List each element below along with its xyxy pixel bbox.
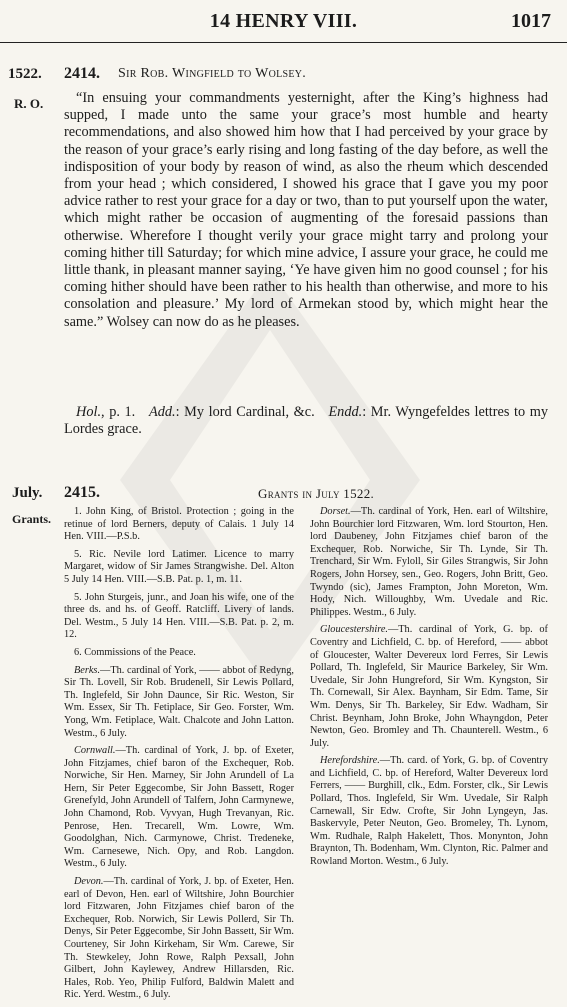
header-rule [0,42,567,43]
county-commission [64,745,294,871]
grant-item: 6. Commissions of the Peace. [74,646,196,658]
county-commission [310,755,548,868]
grants-left-column [64,506,294,1007]
county-commission [310,506,548,619]
running-head-title: 14 HENRY VIII. [209,10,358,32]
entry-title: Grants in July 1522. [258,486,375,501]
county-text: —Th. cardinal of York, —— abbot of Redyng, Sir Th. Lovell, Sir Rob. Brudenell, Sir Lewis Pollard, Th. Inglefeld, Sir John Daunce, Sir Ric. Weston, Sir Wm. Essex, Sir Th. Fetiplace, Sir Geo. Forster, Wm. Yong, Wm. Fetiplace, Walt. Chalcote and John Latton. Westm., 6 July. [64,664,294,739]
margin-source: R. O. [14,96,44,111]
county-commission [310,624,548,750]
county-commission [64,876,294,1002]
page-number: 1017 [511,10,551,32]
county-commission [64,665,294,741]
county-name: Herefordshire. [320,755,380,767]
county-text: —Th. cardinal of York, J. bp. of Exeter, Hen. earl of Devon, Hen. earl of Wiltshire, John Bourchier lord Fitzwaren, John Fitzjames chief baron of the Exchequer, Rob. Norwich, Sir Lewis Pollerd, Sir Th. Denys, Sir Peter Eggecombe, Sir John Bassett, Sir Wm. Courteney, Sir John Kirkeham, Sir Wm. Carewe, Sir Th. Stewkeley, John Rowe, Ralph Pexsall, John Gilbert, John Kaylewey, Andrew Hillarsden, Ric. Hales, Rob. Yeo, Philip Fulford, Baldwin Malett and Ric. Yerd. Westm., 6 July. [64,876,294,1001]
county-text: —Th. card. of York, G. bp. of Coventry and Lichfield, C. bp. of Hereford, Walter Devereux lord Ferrers, —— Burghill, clk., Edm. Forster, clk., Sir Lewis Pollard, Thos. Inglefeld, Sir Wm. Uvedale, Sir Ralph Carnewall, Sir Edw. Crofte, Sir John Lyngeyn, Jas. Baskervyle, Peter Neuton, Geo. Bromeley, Th. Lynom, Wm. Rudhale, Ralph Hakelett, Thos. Monynton, John Braynton, Th. Bodenham, Wm. Clynton, Ric. Palmer and Rowland Morton. Westm., 6 July. [310,755,548,868]
entry-title: Sir Rob. Wingfield to Wolsey. [118,66,307,81]
grant-item: 1. John King, of Bristol. Protection ; going in the retinue of lord Berners, deputy of Calais. 1 July 14 Hen. VIII.—P.S.b. [64,506,294,543]
endd-label: Endd. [328,404,363,420]
county-text: —Th. cardinal of York, J. bp. of Exeter, John Fitzjames, chief baron of the Exchequer, Rob. Norwiche, Sir Hen. Marney, Sir John Arundell of La Hern, Sir Peter Eggecombe, Sir John Bassett, Roger Grenefyld, John Arundell of Talfern, John Carmynewe, John Chamond, Rob. Vyvyan, Hugh Trevanyan, Ric. Penrose, Hen. Trecarell, Wm. Lowre, Wm. Goodolghan, Nich. Carmynowe, Christ. Tredeneke, Wm. Carnesewe, Nich. Opy, and Rob. Langdon. Westm., 6 July. [64,745,294,870]
hol-label: Hol. [76,404,102,420]
margin-year: 1522. [8,66,42,82]
grant-item: 5. Ric. Nevile lord Latimer. Licence to marry Margaret, widow of Sir James Strangwishe. Del. Alton 5 July 14 Hen. VIII.—S.B. Pat. p. 1, m. 11. [64,548,294,585]
margin-section: Grants. [12,512,51,526]
county-name: Gloucestershire. [320,624,388,636]
county-text: —Th. cardinal of York, G. bp. of Coventry and Lichfield, C. bp. of Hereford, —— abbot of Gloucester, Walter Devereux lord Ferres, Sir Lewis Pollard, Th. Inglefeld, Sir Maurice Barkeley, Sir Wm. Uvedale, Sir John Hungreford, Sir Wm. Kyngston, Sir Th. Cornewall, Sir Alex. Baynham, Sir Edm. Tame, Sir Wm. Denys, Sir Th. Barkeley, Sir Edw. Wadham, Sir Christ. Beynham, John Broke, John Whayngdon, Peter Newton, Geo. Bromley and Th. Chaunterell. Westm., 6 July. [310,624,548,749]
grant-item: 5. John Sturgeis, junr., and Joan his wife, one of the three ds. and hs. of Geoff. Ratcliff. Livery of lands. Del. Westm., 5 July 14 Hen. VIII.—S.B. Pat. p. 2, m. 12. [64,591,294,641]
entry-number: 2415. [64,484,100,501]
letter-body: “In ensuing your commandments yesternight, after the King’s highness had supped, I made unto the same your grace’s most humble and hearty recommendations, and also showed him how that I had perceived by your grace by the reason of your grace’s early rising and long fasting of the day before, as well the indisposition of your body by reason of wind, as also the rheum which descended from your head ; which considered, I showed his grace that I gave you my poor advice rather to rest your grace for a day or two, than to put yourself upon the water, which might rather be occasion of augmenting of the foresaid passions than otherwise. Wherefore I thought verily your grace might tarry and prolong your coming hither till Saturday; for which mine advice, I assure your grace, he could me little thank, in pleasant manner saying, ‘Ye have given him no good counsel ; for his coming hither should have been rather to his health than otherwise, and more to his consolation and pleasure.’ My lord of Armekan stood by, which might hear the same.” Wolsey can now do as he pleases. [64,90,548,330]
county-name: Devon. [74,876,104,888]
add-label: Add. [149,404,176,420]
county-name: Berks. [74,664,101,676]
county-name: Dorset. [320,506,351,517]
margin-month: July. [12,485,43,501]
endd-text: : Mr. Wyngefeldes lettres to my Lordes grace. [64,404,548,438]
letter-endorsement [64,404,548,438]
add-text: : My lord Cardinal, &c. [175,404,315,420]
county-text: —Th. cardinal of York, Hen. earl of Wiltshire, John Bourchier lord Fitzwaren, Wm. lord Stourton, Hen. lord Daubeney, John Fitzjames chief baron of the Exchequer, Rob. Norwiche, Sir Th. Lynde, Sir Th. Trenchard, Sir Wm. Fyloll, Sir Giles Strangwis, Sir John Rogers, John Horsey, sen., Geo. Rogers, John Britt, Geo. Twyndo (sic), James Frampton, John Moreton, Wm. Hody, Nich. Willoughby, Wm. Uvedale and Ric. Philippes. Westm., 6 July. [310,506,548,618]
grants-right-column [310,506,548,874]
hol-text: , p. 1. [101,404,136,420]
county-name: Cornwall. [74,745,116,757]
entry-number: 2414. [64,65,100,82]
